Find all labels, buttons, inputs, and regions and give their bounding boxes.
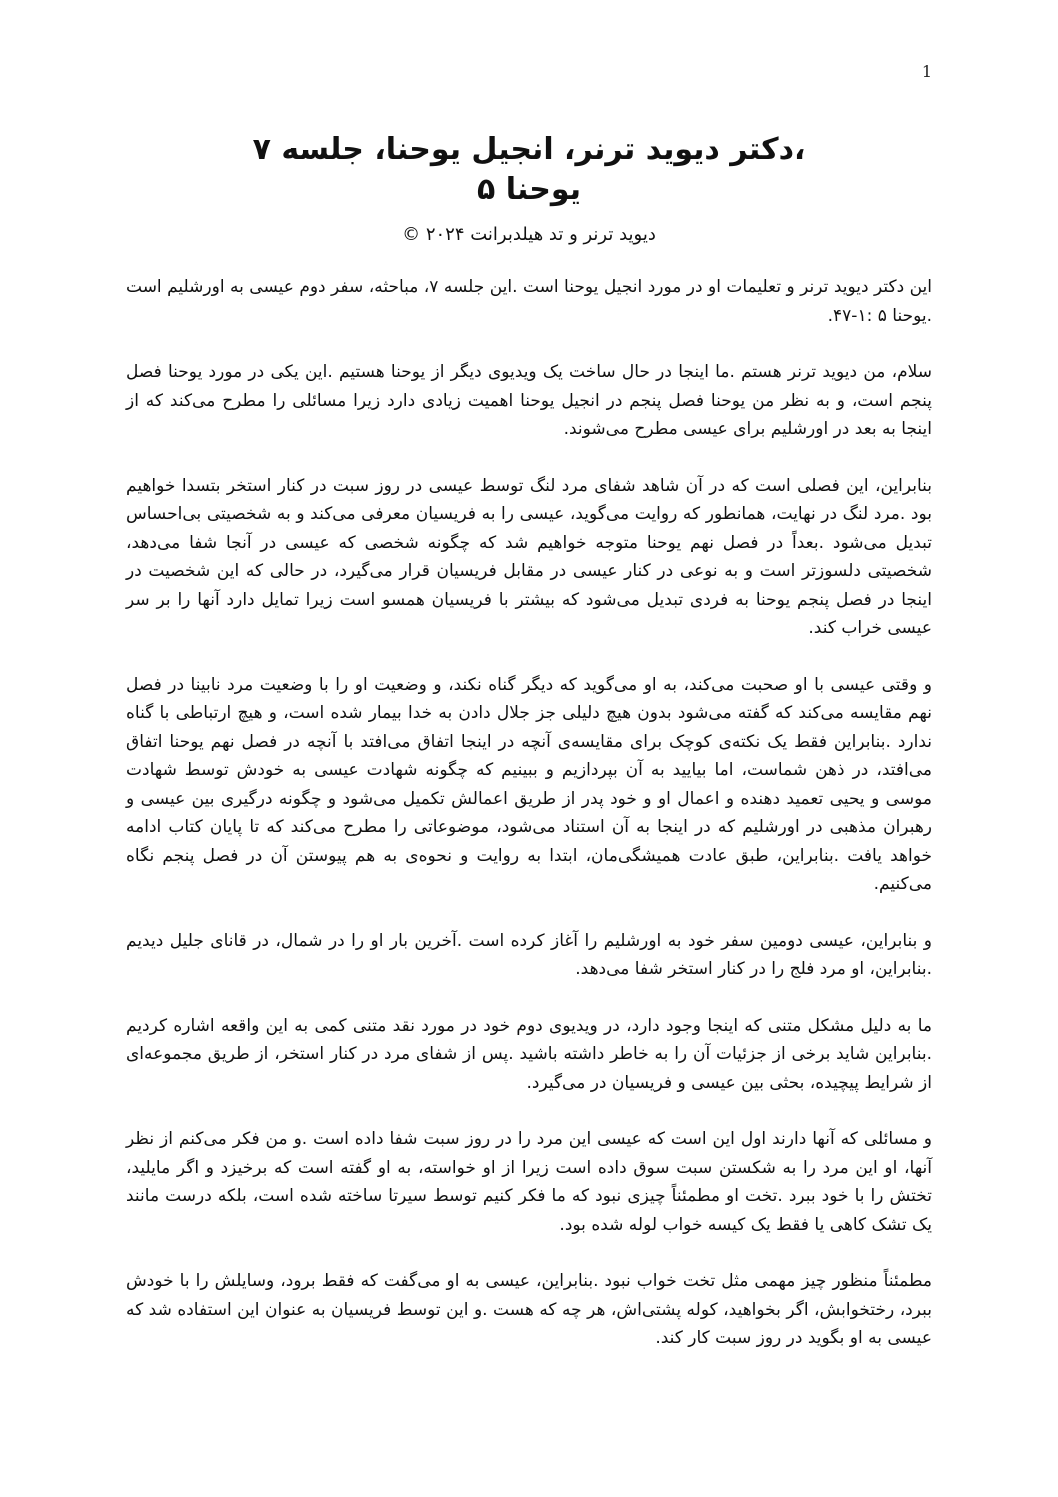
page-number: 1 [921, 62, 932, 81]
document-title-line-1: ،دکتر دیوید ترنر، انجیل یوحنا، جلسه ۷ [252, 132, 806, 167]
paragraph-7: و مسائلی که آنها دارند اول این است که عیسی این مرد را در روز سبت شفا داده است .و من فکر می‌کنم از نظر آنها، او این مرد را به شکستن سبت سوق داده است زیرا از او خواسته، به او گفته است که برخیزد و اگر مایلید، تختش را با خود ببرد .تخت او مطمئناً چیزی نبود که ما فکر کنیم توسط سیرتا ساخته شده است، بلکه درست مانند یک تشک کاهی یا فقط یک کیسه خواب لوله شده بود. [126, 1129, 932, 1235]
paragraph-4: و وقتی عیسی با او صحبت می‌کند، به او می‌گوید که دیگر گناه نکند، و وضعیت او را با وضعیت مرد نابینا در فصل نهم مقایسه می‌کند که گفته می‌شود بدون هیچ دلیلی جز جلال دادن به خدا بیمار شده است، و هیچ ارتباطی با گناه ندارد .بنابراین فقط یک نکته‌ی کوچک برای مقایسه‌ی آنچه در اینجا اتفاق می‌افتد با آنچه در فصل نهم یوحنا اتفاق می‌افتد، در ذهن شماست، اما بیایید به آن بپردازیم و ببینیم که چگونه شهادت عیسی به خودش توسط شهادت موسی و یحیی تعمید دهنده و اعمال او و خود پدر از طریق اعمالش تکمیل می‌شود و چگونه درگیری بین عیسی و رهبران مذهبی در اورشلیم که در اینجا به آن استناد می‌شود، موضوعاتی را مطرح می‌کند که تا پایان کتاب ادامه خواهد یافت .بنابراین، طبق عادت همیشگی‌مان، ابتدا به روایت و نحوه‌ی به هم پیوستن آن در فصل پنجم نگاه می‌کنیم. [126, 674, 932, 894]
copyright-line: دیوید ترنر و تد هیلدبرانت ۲۰۲۴ © [402, 224, 656, 245]
paragraph-1: این دکتر دیوید ترنر و تعلیمات او در مورد انجیل یوحنا است .این جلسه ۷، مباحثه، سفر دوم عیسی به اورشلیم است .یوحنا ۵ :۱-۴۷. [126, 277, 932, 326]
paragraph-6: ما به دلیل مشکل متنی که اینجا وجود دارد، در ویدیوی دوم خود در مورد نقد متنی کمی به این واقعه اشاره کردیم .بنابراین شاید برخی از جزئیات آن را به خاطر داشته باشید .پس از شفای مرد در کنار استخر، از طریق مجموعه‌ای از شرایط پیچیده، بحثی بین عیسی و فریسیان در می‌گیرد. [126, 1015, 932, 1093]
document-body [126, 273, 932, 1381]
paragraph-2: سلام، من دیوید ترنر هستم .ما اینجا در حال ساخت یک ویدیوی دیگر از یوحنا هستیم .این یکی در مورد یوحنا فصل پنجم است، و به نظر من یوحنا فصل پنجم در انجیل یوحنا اهمیت زیادی دارد زیرا مسائلی را مطرح می‌کند که از اینجا به بعد در اورشلیم برای عیسی مطرح می‌شوند. [126, 362, 932, 439]
paragraph-8: مطمئناً منظور چیز مهمی مثل تخت خواب نبود .بنابراین، عیسی به او می‌گفت که فقط برود، وسایلش را با خودش ببرد، رختخوابش، اگر بخواهید، کوله پشتی‌اش، هر چه که هست .و این توسط فریسیان به عنوان این استفاده شد که عیسی به او بگوید در روز سبت کار کند. [126, 1271, 932, 1348]
paragraph-5: و بنابراین، عیسی دومین سفر خود به اورشلیم را آغاز کرده است .آخرین بار او را در شمال، در قانای جلیل دیدیم .بنابراین، او مرد فلج را در کنار استخر شفا می‌دهد. [126, 930, 932, 979]
document-header [0, 130, 1058, 248]
document-title-line-2: یوحنا ۵ [477, 172, 581, 207]
paragraph-3: بنابراین، این فصلی است که در آن شاهد شفای مرد لنگ توسط عیسی در روز سبت در کنار استخر بتسدا خواهیم بود .مرد لنگ در نهایت، همانطور که روایت می‌گوید، عیسی را به فریسیان معرفی می‌کند و به شخصیتی بی‌احساس تبدیل می‌شود .بعداً در فصل نهم یوحنا متوجه خواهیم شد که چگونه شخصی که عیسی در آنجا شفا می‌دهد، شخصیتی دلسوزتر است و به نوعی در کنار عیسی در مقابل فریسیان قرار می‌گیرد، در حالی که این شخصیت در اینجا در فصل پنجم یوحنا به فردی تبدیل می‌شود که بیشتر با فریسیان همسو است زیرا تمایل دارد آنها را بر سر عیسی خراب کند. [126, 475, 932, 638]
